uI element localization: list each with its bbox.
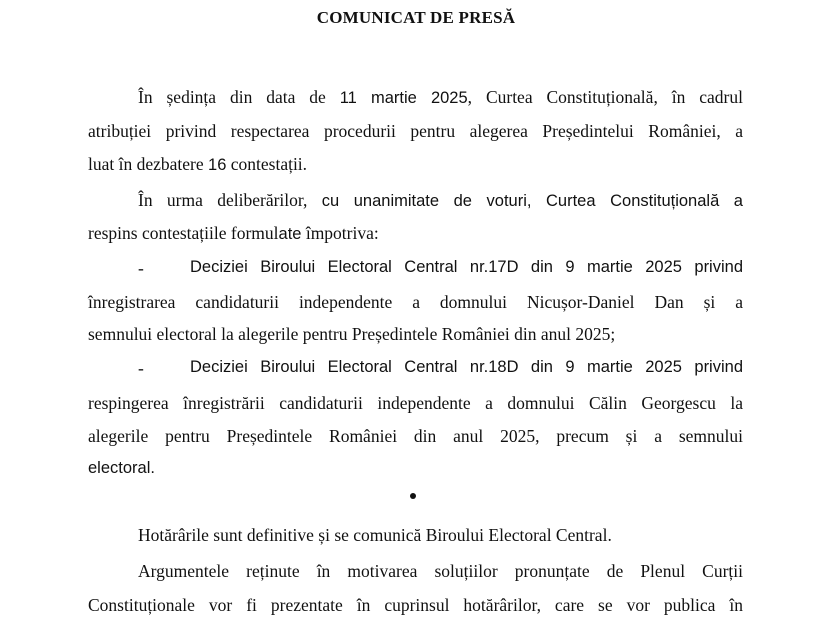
text-segment-sans: cu unanimitate de voturi, Curtea Constituțională a bbox=[321, 192, 743, 210]
list-item-1-line-3: semnului electoral la alegerile pentru Președintele României din anul 2025; bbox=[88, 324, 616, 344]
list-item-2-line-1: Deciziei Biroului Electoral Central nr.18D din 9 martie 2025 privind bbox=[190, 358, 743, 376]
count-text: 16 bbox=[208, 156, 227, 174]
paragraph-1-line-3 bbox=[88, 153, 743, 176]
paragraph-2-line-1 bbox=[138, 189, 743, 212]
text-segment: împotriva: bbox=[301, 223, 379, 243]
paragraph-3: Hotărârile sunt definitive și se comunică Biroului Electoral Central. bbox=[138, 525, 612, 545]
list-item-2-line-3: alegerile pentru Președintele României din anul 2025, precum și a semnului bbox=[88, 426, 743, 446]
text-segment-sans: ate bbox=[278, 225, 302, 243]
text-segment: , Curtea Constituțională, în cadrul bbox=[467, 87, 743, 107]
text-segment: În ședința din data de bbox=[138, 87, 340, 107]
paragraph-1-line-2: atribuției privind respectarea procedurii pentru alegerea Președintelui României, a bbox=[88, 121, 743, 141]
bullet-separator-icon bbox=[410, 493, 416, 499]
text-segment: luat în dezbatere bbox=[88, 154, 209, 174]
paragraph-1-line-1 bbox=[138, 86, 743, 109]
document-title: COMUNICAT DE PRESĂ bbox=[316, 8, 516, 27]
paragraph-2-line-2 bbox=[88, 222, 743, 245]
list-item-2-line-2: respingerea înregistrării candidaturii independente a domnului Călin Georgescu la bbox=[88, 393, 743, 413]
list-item-1-line-1: Deciziei Biroului Electoral Central nr.17D din 9 martie 2025 privind bbox=[190, 258, 743, 276]
text-segment: contestații. bbox=[226, 154, 308, 174]
list-dash: - bbox=[138, 358, 144, 378]
paragraph-4-line-2: Constituționale vor fi prezentate în cuprinsul hotărârilor, care se vor publica în bbox=[88, 595, 743, 615]
list-item-1-line-2: înregistrarea candidaturii independente a domnului Nicușor-Daniel Dan și a bbox=[88, 292, 743, 312]
text-segment: respins contestațiile formul bbox=[88, 223, 279, 243]
list-dash: - bbox=[138, 258, 144, 278]
list-item-2-line-4: electoral. bbox=[88, 459, 155, 477]
paragraph-4-line-1: Argumentele reținute în motivarea soluțiilor pronunțate de Plenul Curții bbox=[138, 561, 743, 581]
date-text: 11 martie 2025 bbox=[339, 89, 468, 107]
text-segment: În urma deliberărilor, bbox=[138, 190, 322, 210]
